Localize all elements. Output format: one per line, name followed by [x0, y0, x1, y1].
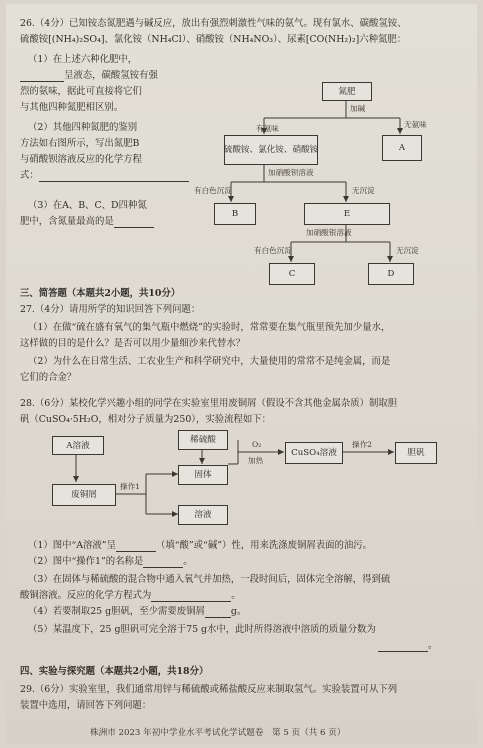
flow-label-no-ammonia: 无氨味 [404, 120, 427, 129]
q29-line2: 装置中选用，请回答下列问题： [20, 700, 152, 711]
flow-label-op2: 操作2 [352, 440, 373, 449]
flow-box-solution: 溶液 [178, 505, 228, 525]
answer-blank[interactable] [116, 541, 156, 552]
exam-page [6, 4, 477, 744]
section3-heading: 三、简答题（本题共2小题，共10分） [20, 288, 181, 299]
answer-blank[interactable] [378, 641, 428, 652]
q26-line2: 硫酸铵[(NH₄)₂SO₄]、氯化铵（NH₄Cl）、硝酸铵（NH₄NO₃）、尿素[CO(NH₂)₂]六种氮肥： [20, 34, 407, 45]
q26-sub1-d: 与其他四种氮肥相区别。 [20, 102, 124, 113]
answer-blank[interactable] [205, 607, 231, 618]
q26-sub2-d: 式： [20, 170, 189, 182]
flow-box-a: A [382, 135, 422, 161]
flow-box-b: B [214, 203, 256, 225]
answer-blank[interactable] [143, 557, 183, 568]
q26-sub2-b: 方法如右图所示，写出氮肥B [20, 138, 140, 149]
q26-sub1-a: （1）在上述六种化肥中， [28, 54, 138, 65]
q27-title: 27.（4分）请用所学的知识回答下列问题： [20, 304, 201, 315]
flow-box-d: D [368, 263, 414, 285]
q26-sub2-c: 与硝酸钡溶液反应的化学方程 [20, 154, 142, 165]
q26-sub1-c: 烈的氨味，据此可直接将它们 [20, 86, 142, 97]
q28-part1: （1）图中“A溶液”呈 （填“酸”或“碱”）性，用来洗涤废铜屑表面的油污。 [28, 540, 373, 551]
q28-part5-b: 。 [378, 640, 437, 652]
flow-box-e: E [304, 203, 390, 225]
q28-part2: （2）图中“操作1”的名称是 。 [28, 556, 193, 567]
q27-part2-b: 它们的合金？ [20, 372, 77, 383]
flow-label-ammonia: 有氨味 [256, 124, 279, 133]
flow-box-dilute-acid: 稀硫酸 [178, 430, 228, 450]
flow-label-no-ppt: 无沉淀 [352, 186, 375, 195]
q26-sub3-b: 肥中，含氮量最高的是 [20, 216, 154, 228]
flow-label-add-ag: 加硝酸银溶液 [306, 228, 352, 237]
q27-part2-a: （2）为什么在日常生活、工农业生产和科学研究中，大量使用的常常不是纯金属，而是 [28, 356, 391, 367]
q26-sub1-b: 呈液态，碳酸氢铵有强 [20, 70, 158, 82]
flow-box-blue-vitriol: 胆矾 [395, 442, 437, 464]
flow-label-add-base: 加碱 [350, 104, 366, 113]
answer-blank[interactable] [151, 591, 231, 602]
flow-box-a-solution: A溶液 [52, 436, 104, 455]
section4-heading: 四、实验与探究题（本题共2小题，共18分） [20, 666, 209, 677]
flow-box-group: 硫酸铵、氯化铵、硝酸铵 [224, 135, 318, 165]
flow-label-o2: O₂ [252, 440, 262, 449]
q26-line1: 26.（4分）已知铵态氮肥遇与碱反应，放出有强烈刺激性气味的氨气。现有氯水、碳酸氢铵、 [20, 18, 407, 29]
flow-box-solid: 固体 [178, 465, 228, 485]
flow-label-white-ppt: 有白色沉淀 [194, 186, 232, 195]
q28-part5-a: （5）某温度下，25 g胆矾可完全溶于75 g水中，此时所得溶液中溶质的质量分数为 [28, 624, 376, 635]
q26-sub2-a: （2）其他四种氮肥的鉴别 [28, 122, 138, 133]
flow-box-c: C [269, 263, 315, 285]
q26-sub3-a: （3）在A、B、C、D四种氮 [28, 200, 147, 211]
q27-part1-b: 这样做的目的是什么？是否可以用少量细沙来代替水？ [20, 338, 246, 349]
page-footer: 株洲市 2023 年初中学业水平考试化学试题卷 第 5 页（共 6 页） [90, 728, 346, 738]
flow-label-white-ppt2: 有白色沉淀 [254, 246, 292, 255]
flow-box-waste-cu: 废铜屑 [52, 484, 116, 506]
q27-part1-a: （1）在做“硫在盛有氧气的集气瓶中燃烧”的实验时，常常要在集气瓶里预先加少量水， [28, 322, 391, 333]
flow-label-heat: 加热 [248, 456, 264, 465]
flow-box-fertilizer: 氮肥 [322, 82, 372, 101]
q28-part4: （4）若要制取25 g胆矾，至少需要废铜屑 g。 [28, 606, 247, 617]
q28-line2: 矾（CuSO₄·5H₂O，相对分子质量为250），实验流程如下： [20, 414, 271, 425]
q28-part3-a: （3）在固体与稀硫酸的混合物中通入氧气并加热，一段时间后，固体完全溶解，得到硫 [28, 574, 391, 585]
flow-label-no-ppt2: 无沉淀 [396, 246, 419, 255]
q28-part3-b: 酸铜溶液。反应的化学方程式为 。 [20, 590, 241, 601]
flow-label-op1: 操作1 [120, 482, 141, 491]
flow-label-add-ba: 加硝酸钡溶液 [268, 168, 314, 177]
q28-line1: 28.（6分）某校化学兴趣小组的同学在实验室里用废铜屑（假设不含其他金属杂质）制取胆 [20, 398, 398, 409]
flow-box-cuso4: CuSO₄溶液 [285, 442, 343, 464]
q29-line1: 29.（6分）实验室里，我们通常用锌与稀硫酸或稀盐酸反应来制取氢气。实验装置可从下列 [20, 684, 398, 695]
